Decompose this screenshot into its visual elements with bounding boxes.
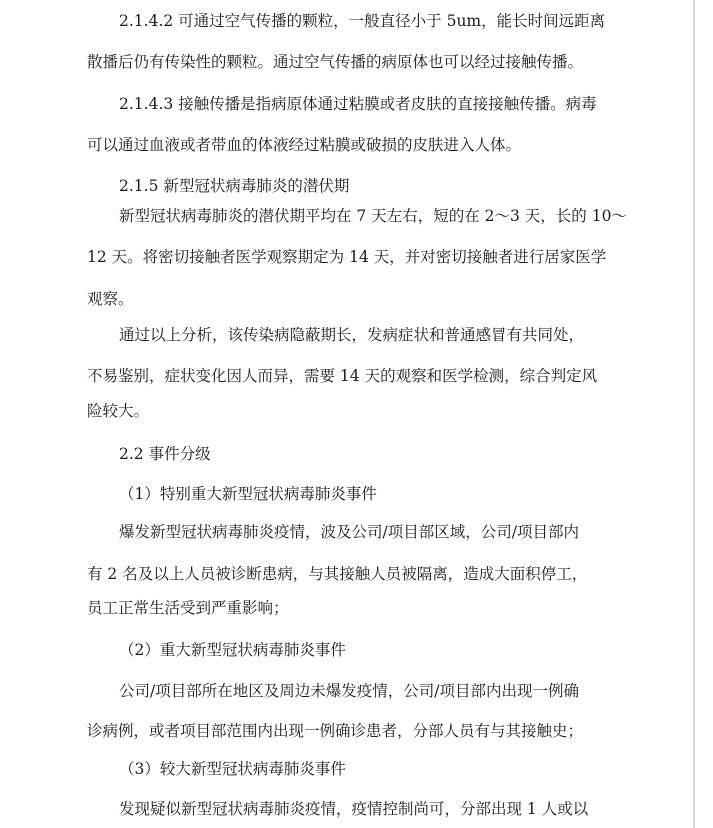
- level-3-heading: （3）较大新型冠状病毒肺炎事件: [119, 760, 346, 778]
- level-1-heading: （1）特别重大新型冠状病毒肺炎事件: [119, 485, 377, 503]
- incubation-paragraph-line-1: 新型冠状病毒肺炎的潜伏期平均在 7 天左右，短的在 2～3 天，长的 10～: [119, 207, 627, 225]
- section-2-1-4-3-line-2: 可以通过血液或者带血的体液经过粘膜或破损的皮肤进入人体。: [87, 136, 522, 154]
- level-2-paragraph-line-1: 公司/项目部所在地区及周边未爆发疫情，公司/项目部内出现一例确: [119, 682, 579, 700]
- level-2-paragraph-line-2: 诊病例，或者项目部范围内出现一例确诊患者，分部人员有与其接触史；: [87, 722, 584, 740]
- section-2-1-4-3-line-1: 2.1.4.3 接触传播是指病原体通过粘膜或者皮肤的直接接触传播。病毒: [119, 95, 597, 113]
- section-2-1-5-heading: 2.1.5 新型冠状病毒肺炎的潜伏期: [119, 177, 350, 195]
- incubation-paragraph-line-2: 12 天。将密切接触者医学观察期定为 14 天，并对密切接触者进行居家医学: [87, 248, 607, 266]
- level-1-paragraph-line-3: 员工正常生活受到严重影响；: [87, 599, 289, 617]
- analysis-paragraph-line-1: 通过以上分析，该传染病隐蔽期长，发病症状和普通感冒有共同处，: [119, 326, 585, 344]
- level-1-paragraph-line-1: 爆发新型冠状病毒肺炎疫情，波及公司/项目部区域，公司/项目部内: [119, 523, 579, 541]
- analysis-paragraph-line-3: 险较大。: [87, 402, 150, 420]
- incubation-paragraph-line-3: 观察。: [87, 290, 134, 308]
- level-1-paragraph-line-2: 有 2 名及以上人员被诊断患病，与其接触人员被隔离，造成大面积停工，: [87, 565, 588, 583]
- analysis-paragraph-line-2: 不易鉴别，症状变化因人而异，需要 14 天的观察和医学检测，综合判定风: [87, 367, 598, 385]
- level-3-paragraph-line-1: 发现疑似新型冠状病毒肺炎疫情，疫情控制尚可，分部出现 1 人或以: [119, 800, 589, 818]
- section-2-2-heading: 2.2 事件分级: [119, 445, 211, 463]
- section-2-1-4-2-line-1: 2.1.4.2 可通过空气传播的颗粒，一般直径小于 5um，能长时间远距离: [119, 12, 606, 30]
- section-2-1-4-2-line-2: 散播后仍有传染性的颗粒。通过空气传播的病原体也可以经过接触传播。: [87, 53, 584, 71]
- level-2-heading: （2）重大新型冠状病毒肺炎事件: [119, 641, 346, 659]
